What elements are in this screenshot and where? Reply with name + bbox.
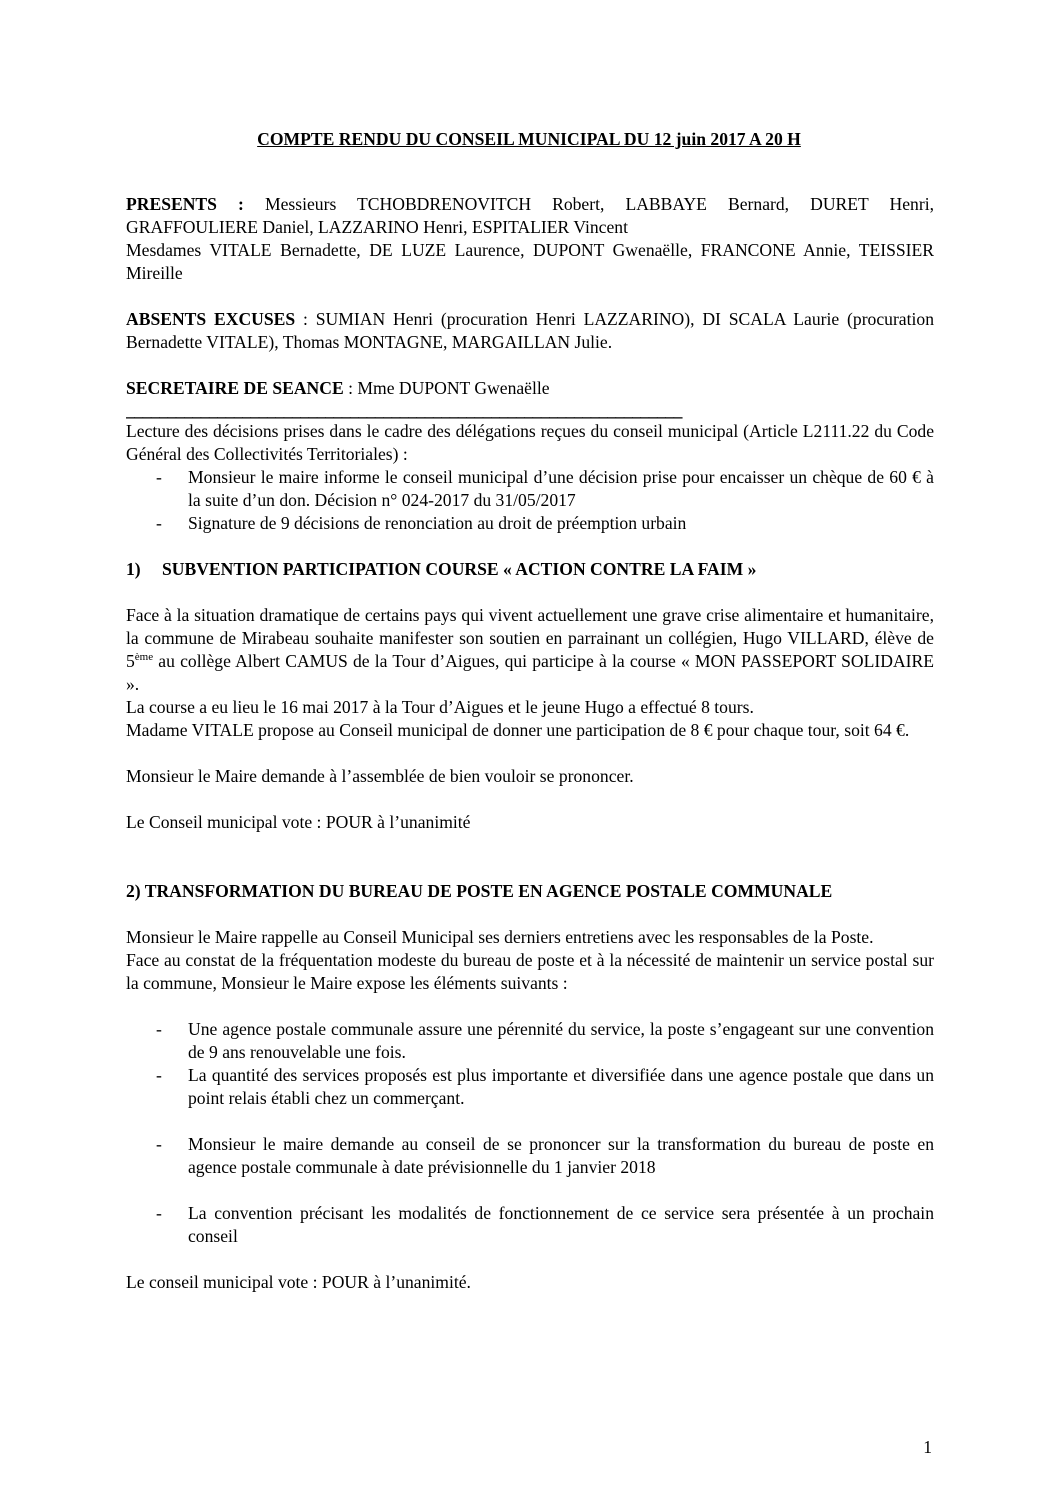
dash-bullet: - bbox=[156, 1019, 162, 1039]
list-item bbox=[126, 1133, 934, 1179]
section-2-item-3: Monsieur le maire demande au conseil de se prononcer sur la transformation du bureau de poste en agence postale communale à date prévisionnelle du 1 janvier 2018 bbox=[188, 1134, 934, 1177]
dash-bullet: - bbox=[156, 513, 162, 533]
section-2-item-1: Une agence postale communale assure une pérennité du service, la poste s’engageant sur une convention de 9 ans renouvelable une fois. bbox=[188, 1019, 934, 1062]
list-item bbox=[126, 466, 934, 512]
section-1-paragraph-4: Monsieur le Maire demande à l’assemblée de bien vouloir se prononcer. bbox=[126, 766, 634, 786]
dash-bullet: - bbox=[156, 1065, 162, 1085]
section-1-superscript: ème bbox=[134, 651, 154, 664]
secretaire-paragraph bbox=[126, 377, 934, 400]
presents-paragraph bbox=[126, 193, 934, 239]
absents-paragraph bbox=[126, 308, 934, 354]
separator-line: ___________________________________________________________________ bbox=[126, 400, 682, 420]
page-number: 1 bbox=[923, 1437, 932, 1457]
section-2-heading: 2) TRANSFORMATION DU BUREAU DE POSTE EN AGENCE POSTALE COMMUNALE bbox=[126, 881, 833, 901]
secretaire-label: SECRETAIRE DE SEANCE bbox=[126, 378, 344, 398]
document-title: COMPTE RENDU DU CONSEIL MUNICIPAL DU 12 juin 2017 A 20 H bbox=[257, 129, 801, 149]
list-item bbox=[126, 1202, 934, 1248]
absents-label: ABSENTS EXCUSES bbox=[126, 309, 296, 329]
section-2-list bbox=[126, 1018, 934, 1110]
section-1-paragraph-3: Madame VITALE propose au Conseil municipal de donner une participation de 8 € pour chaque tour, soit 64 €. bbox=[126, 720, 910, 740]
list-item bbox=[126, 512, 934, 535]
lecture-list bbox=[126, 466, 934, 535]
presents-women: Mesdames VITALE Bernadette, DE LUZE Laurence, DUPONT Gwenaëlle, FRANCONE Annie, TEISSIER Mireille bbox=[126, 240, 934, 283]
lecture-item-1: Monsieur le maire informe le conseil municipal d’une décision prise pour encaisser un chèque de 60 € à la suite d’un don. Décision n° 024-2017 du 31/05/2017 bbox=[188, 467, 934, 510]
section-1-paragraph-2: La course a eu lieu le 16 mai 2017 à la Tour d’Aigues et le jeune Hugo a effectué 8 tours. bbox=[126, 697, 754, 717]
secretaire-text: : Mme DUPONT Gwenaëlle bbox=[343, 378, 550, 398]
dash-bullet: - bbox=[156, 1134, 162, 1154]
section-2-item-2: La quantité des services proposés est plus importante et diversifiée dans une agence postale que dans un point relais établi chez un commerçant. bbox=[188, 1065, 934, 1108]
dash-bullet: - bbox=[156, 467, 162, 487]
lecture-item-2: Signature de 9 décisions de renonciation au droit de préemption urbain bbox=[188, 513, 687, 533]
section-2-paragraph-1: Monsieur le Maire rappelle au Conseil Municipal ses derniers entretiens avec les responsables de la Poste. bbox=[126, 927, 874, 947]
section-1-number: 1) bbox=[126, 559, 141, 579]
presents-label: PRESENTS : bbox=[126, 194, 244, 214]
dash-bullet: - bbox=[156, 1203, 162, 1223]
section-2-vote: Le conseil municipal vote : POUR à l’unanimité. bbox=[126, 1272, 471, 1292]
section-1-vote: Le Conseil municipal vote : POUR à l’unanimité bbox=[126, 812, 471, 832]
presents-men: Messieurs TCHOBDRENOVITCH Robert, LABBAYE Bernard, DURET Henri, GRAFFOULIERE Daniel, LAZZARINO Henri, ESPITALIER Vincent bbox=[126, 194, 934, 237]
section-2-paragraph-2: Face au constat de la fréquentation modeste du bureau de poste et à la nécessité de maintenir un service postal sur la commune, Monsieur le Maire expose les éléments suivants : bbox=[126, 950, 934, 993]
lecture-intro: Lecture des décisions prises dans le cadre des délégations reçues du conseil municipal (Article L2111.22 du Code Général des Collectivités Territoriales) : bbox=[126, 421, 934, 464]
section-1-heading bbox=[126, 558, 934, 581]
section-2-list-end bbox=[126, 1202, 934, 1248]
section-1-paragraph-1 bbox=[126, 604, 934, 696]
section-2-item-4: La convention précisant les modalités de fonctionnement de ce service sera présentée à un prochain conseil bbox=[188, 1203, 934, 1246]
list-item bbox=[126, 1018, 934, 1064]
document-body bbox=[126, 193, 934, 1294]
absents-text: : SUMIAN Henri (procuration Henri LAZZARINO), DI SCALA Laurie (procuration Bernadette VITALE), Thomas MONTAGNE, MARGAILLAN Julie. bbox=[126, 309, 934, 352]
section-1-title: SUBVENTION PARTICIPATION COURSE « ACTION CONTRE LA FAIM » bbox=[162, 559, 757, 579]
section-1-text-a: Face à la situation dramatique de certains pays qui vivent actuellement une grave crise alimentaire et humanitaire, la commune de Mirabeau souhaite manifester son soutien en parrainant un collégien, Hugo VILLARD, élève de 5 bbox=[126, 605, 934, 671]
section-1-text-b: au collège Albert CAMUS de la Tour d’Aigues, qui participe à la course « MON PASSEPORT SOLIDAIRE ». bbox=[126, 651, 934, 694]
section-2-list-cont bbox=[126, 1133, 934, 1179]
list-item bbox=[126, 1064, 934, 1110]
